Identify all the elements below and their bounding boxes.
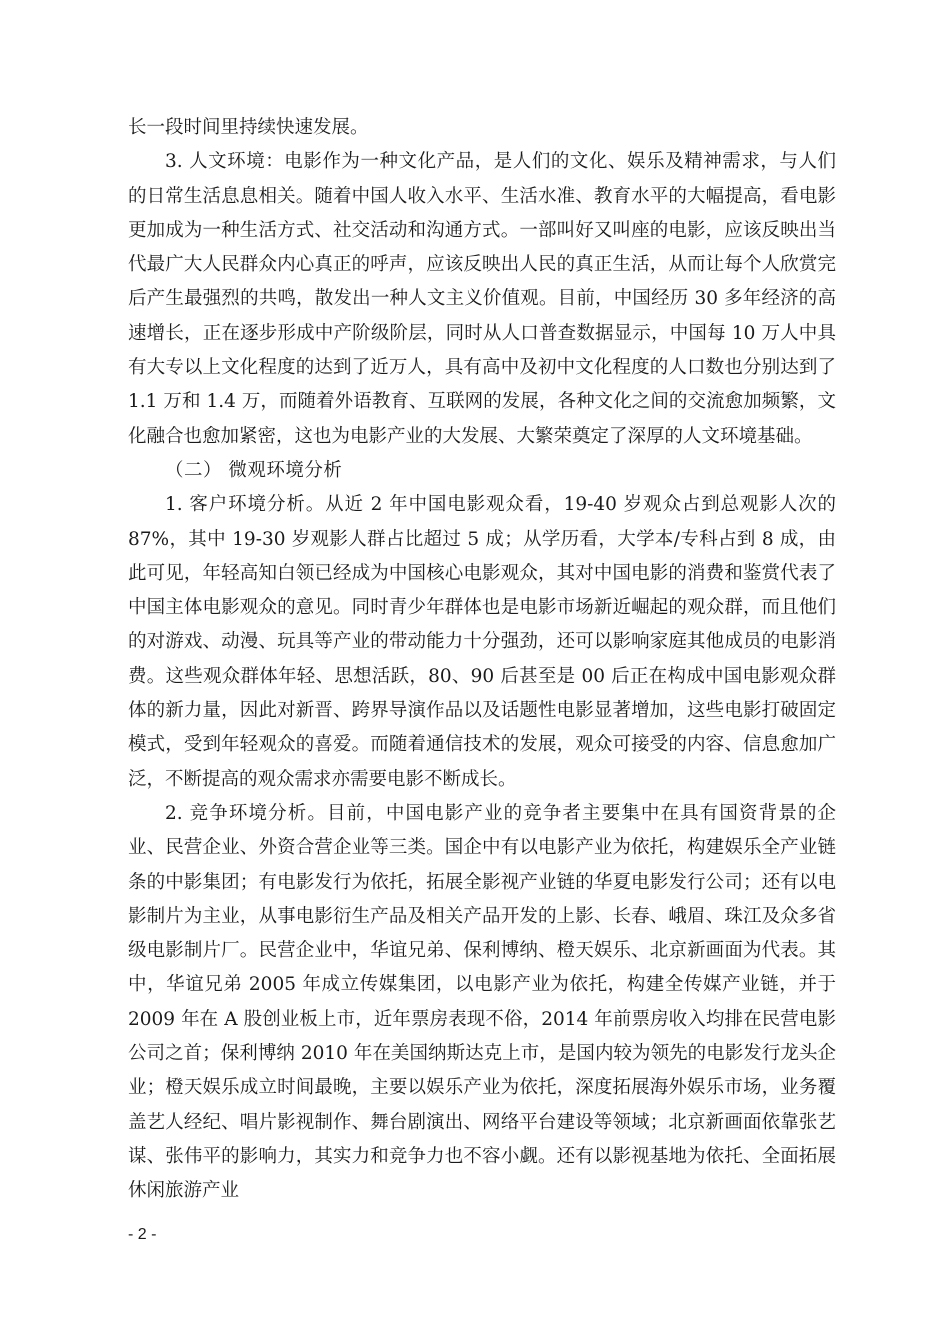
section-heading-micro-environment: （二） 微观环境分析 (165, 459, 343, 481)
paragraph-humanistic-environment: 3. 人文环境：电影作为一种文化产品，是人们的文化、娱乐及精神需求，与人们的日常生活息息相关。随着中国人收入水平、生活水准、教育水平的大幅提高，看电影更加成为一种生活方式、社交活动和沟通方式。一部叫好又叫座的电影，应该反映出当代最广大人民群众内心真正的呼声，应该反映出人民的真正生活，从而让每个人欣赏完后产生最强烈的共鸣，散发出一种人文主义价值观。目前，中国经历 30 多年经济的高速增长，正在逐步形成中产阶级阶层，同时从人口普查数据显示，中国每 10 万人中具有大专以上文化程度的达到了近万人，具有高中及初中文化程度的人口数也分别达到了 1.1 万和 1.4 万，而随着外语教育、互联网的发展，各种文化之间的交流愈加频繁，文化融合也愈加紧密，这也为电影产业的大发展、大繁荣奠定了深厚的人文环境基础。 (128, 151, 836, 447)
page-number: - 2 - (128, 1226, 157, 1243)
paragraph-customer-environment: 1. 客户环境分析。从近 2 年中国电影观众看，19-40 岁观众占到总观影人次的 87%，其中 19-30 岁观影人群占比超过 5 成；从学历看，大学本/专科占到 8 成，由此可见，年轻高知白领已经成为中国核心电影观众，其对中国电影的消费和鉴赏代表了中国主体电影观众的意见。同时青少年群体也是电影市场新近崛起的观众群，而且他们的对游戏、动漫、玩具等产业的带动能力十分强劲，还可以影响家庭其他成员的电影消费。这些观众群体年轻、思想活跃，80、90 后甚至是 00 后正在构成中国电影观众群体的新力量，因此对新晋、跨界导演作品以及话题性电影显著增加，这些电影打破固定模式，受到年轻观众的喜爱。而随着通信技术的发展，观众可接受的内容、信息愈加广泛，不断提高的观众需求亦需要电影不断成长。 (128, 494, 836, 790)
body-text (128, 111, 836, 1209)
paragraph-continuation: 长一段时间里持续快速发展。 (128, 117, 369, 138)
paragraph-competition-environment: 2. 竞争环境分析。目前，中国电影产业的竞争者主要集中在具有国资背景的企业、民营企业、外资合营企业等三类。国企中有以电影产业为依托，构建娱乐全产业链条的中影集团；有电影发行为依托，拓展全影视产业链的华夏电影发行公司；还有以电影制片为主业，从事电影衍生产品及相关产品开发的上影、长春、峨眉、珠江及众多省级电影制片厂。民营企业中，华谊兄弟、保利博纳、橙天娱乐、北京新画面为代表。其中，华谊兄弟 2005 年成立传媒集团，以电影产业为依托，构建全传媒产业链，并于 2009 年在 A 股创业板上市，近年票房表现不俗，2014 年前票房收入均排在民营电影公司之首；保利博纳 2010 年在美国纳斯达克上市，是国内较为领先的电影发行龙头企业；橙天娱乐成立时间最晚，主要以娱乐产业为依托，深度拓展海外娱乐市场，业务覆盖艺人经纪、唱片影视制作、舞台剧演出、网络平台建设等领域；北京新画面依靠张艺谋、张伟平的影响力，其实力和竞争力也不容小觑。还有以影视基地为依托、全面拓展休闲旅游产业 (128, 802, 836, 1202)
